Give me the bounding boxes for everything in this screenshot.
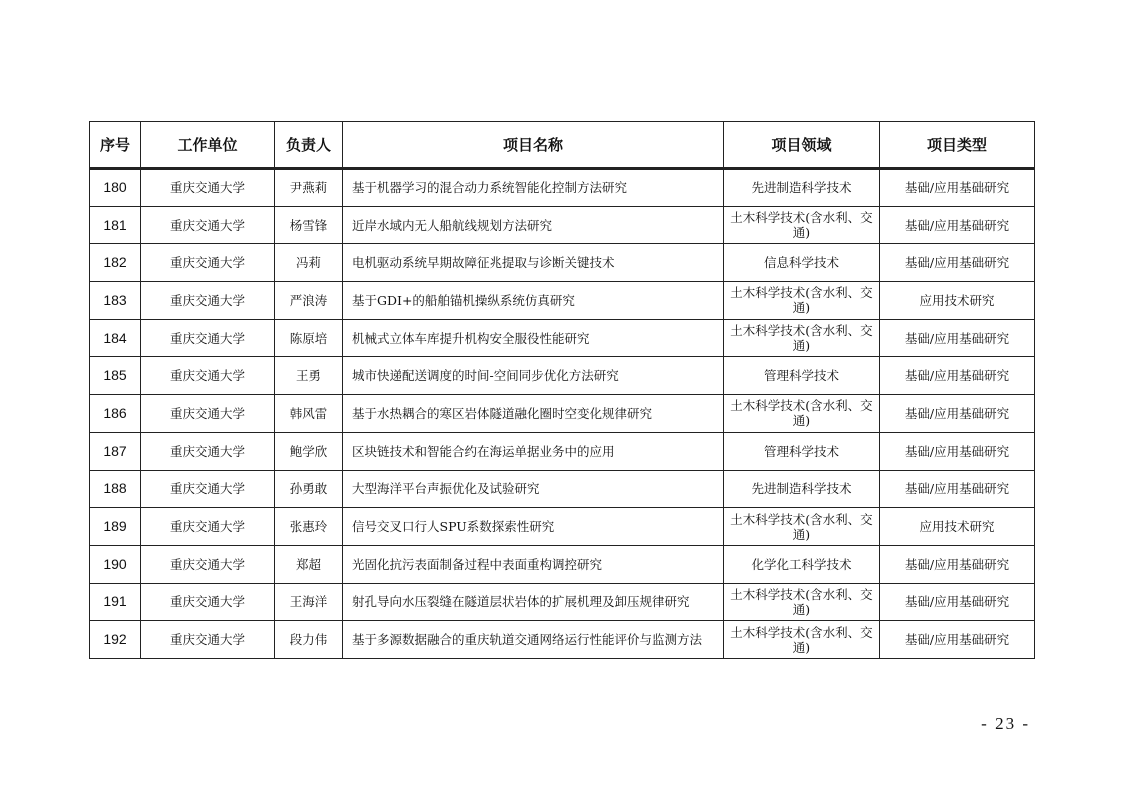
cell-unit: 重庆交通大学: [141, 319, 275, 357]
cell-type: 基础/应用基础研究: [880, 621, 1035, 659]
cell-project-name: 城市快递配送调度的时间-空间同步优化方法研究: [343, 357, 724, 395]
cell-type: 基础/应用基础研究: [880, 319, 1035, 357]
cell-unit: 重庆交通大学: [141, 357, 275, 395]
table-row: [90, 357, 1035, 395]
page-number: - 23 -: [981, 714, 1030, 733]
cell-type: 基础/应用基础研究: [880, 206, 1035, 244]
cell-serial: 183: [90, 282, 141, 320]
cell-field: 土木科学技术(含水利、交通): [724, 583, 880, 621]
cell-field: 管理科学技术: [724, 357, 880, 395]
cell-unit: 重庆交通大学: [141, 244, 275, 282]
table-row: [90, 545, 1035, 583]
cell-type: 基础/应用基础研究: [880, 357, 1035, 395]
cell-project-name: 信号交叉口行人SPU系数探索性研究: [343, 508, 724, 546]
cell-project-name: 基于机器学习的混合动力系统智能化控制方法研究: [343, 169, 724, 207]
cell-leader: 王海洋: [275, 583, 343, 621]
cell-project-name: 区块链技术和智能合约在海运单据业务中的应用: [343, 432, 724, 470]
table-row: [90, 319, 1035, 357]
table-row: [90, 395, 1035, 433]
cell-type: 基础/应用基础研究: [880, 432, 1035, 470]
cell-type: 基础/应用基础研究: [880, 395, 1035, 433]
cell-leader: 张惠玲: [275, 508, 343, 546]
cell-unit: 重庆交通大学: [141, 206, 275, 244]
table-row: [90, 282, 1035, 320]
cell-project-name: 射孔导向水压裂缝在隧道层状岩体的扩展机理及卸压规律研究: [343, 583, 724, 621]
cell-unit: 重庆交通大学: [141, 169, 275, 207]
cell-project-name: 光固化抗污表面制备过程中表面重构调控研究: [343, 545, 724, 583]
cell-unit: 重庆交通大学: [141, 432, 275, 470]
cell-project-name: 近岸水域内无人船航线规划方法研究: [343, 206, 724, 244]
cell-leader: 尹燕莉: [275, 169, 343, 207]
cell-field: 化学化工科学技术: [724, 545, 880, 583]
cell-field: 土木科学技术(含水利、交通): [724, 508, 880, 546]
cell-field: 土木科学技术(含水利、交通): [724, 282, 880, 320]
header-project-name: 项目名称: [343, 122, 724, 169]
cell-leader: 段力伟: [275, 621, 343, 659]
cell-type: 基础/应用基础研究: [880, 545, 1035, 583]
cell-serial: 192: [90, 621, 141, 659]
cell-project-name: 基于多源数据融合的重庆轨道交通网络运行性能评价与监测方法: [343, 621, 724, 659]
cell-unit: 重庆交通大学: [141, 583, 275, 621]
cell-unit: 重庆交通大学: [141, 545, 275, 583]
cell-leader: 杨雪锋: [275, 206, 343, 244]
header-type: 项目类型: [880, 122, 1035, 169]
cell-serial: 184: [90, 319, 141, 357]
cell-leader: 孙勇敢: [275, 470, 343, 508]
cell-serial: 187: [90, 432, 141, 470]
table-header-row: [90, 122, 1035, 169]
cell-leader: 严浪涛: [275, 282, 343, 320]
table-row: [90, 621, 1035, 659]
cell-serial: 186: [90, 395, 141, 433]
cell-type: 基础/应用基础研究: [880, 583, 1035, 621]
cell-leader: 韩风雷: [275, 395, 343, 433]
cell-leader: 陈原培: [275, 319, 343, 357]
table-row: [90, 432, 1035, 470]
cell-serial: 181: [90, 206, 141, 244]
cell-type: 应用技术研究: [880, 508, 1035, 546]
cell-leader: 鲍学欣: [275, 432, 343, 470]
cell-project-name: 大型海洋平台声振优化及试验研究: [343, 470, 724, 508]
table-row: [90, 470, 1035, 508]
cell-serial: 188: [90, 470, 141, 508]
cell-field: 先进制造科学技术: [724, 470, 880, 508]
cell-unit: 重庆交通大学: [141, 395, 275, 433]
cell-type: 基础/应用基础研究: [880, 169, 1035, 207]
cell-serial: 180: [90, 169, 141, 207]
cell-leader: 王勇: [275, 357, 343, 395]
cell-unit: 重庆交通大学: [141, 470, 275, 508]
cell-unit: 重庆交通大学: [141, 508, 275, 546]
cell-serial: 190: [90, 545, 141, 583]
cell-unit: 重庆交通大学: [141, 621, 275, 659]
table-body: [90, 169, 1035, 659]
cell-type: 应用技术研究: [880, 282, 1035, 320]
table-row: [90, 244, 1035, 282]
header-field: 项目领域: [724, 122, 880, 169]
table-row: [90, 206, 1035, 244]
cell-field: 土木科学技术(含水利、交通): [724, 206, 880, 244]
cell-type: 基础/应用基础研究: [880, 244, 1035, 282]
table-row: [90, 169, 1035, 207]
cell-unit: 重庆交通大学: [141, 282, 275, 320]
header-serial: 序号: [90, 122, 141, 169]
cell-project-name: 电机驱动系统早期故障征兆提取与诊断关键技术: [343, 244, 724, 282]
cell-field: 土木科学技术(含水利、交通): [724, 319, 880, 357]
cell-serial: 191: [90, 583, 141, 621]
cell-serial: 182: [90, 244, 141, 282]
cell-type: 基础/应用基础研究: [880, 470, 1035, 508]
cell-field: 先进制造科学技术: [724, 169, 880, 207]
project-table: [89, 121, 1035, 659]
table-row: [90, 583, 1035, 621]
cell-serial: 189: [90, 508, 141, 546]
cell-project-name: 机械式立体车库提升机构安全服役性能研究: [343, 319, 724, 357]
table-row: [90, 508, 1035, 546]
cell-field: 管理科学技术: [724, 432, 880, 470]
cell-field: 土木科学技术(含水利、交通): [724, 621, 880, 659]
cell-leader: 郑超: [275, 545, 343, 583]
header-unit: 工作单位: [141, 122, 275, 169]
cell-field: 土木科学技术(含水利、交通): [724, 395, 880, 433]
cell-project-name: 基于水热耦合的寒区岩体隧道融化圈时空变化规律研究: [343, 395, 724, 433]
header-leader: 负责人: [275, 122, 343, 169]
cell-project-name: 基于GDI+的船舶锚机操纵系统仿真研究: [343, 282, 724, 320]
cell-field: 信息科学技术: [724, 244, 880, 282]
cell-serial: 185: [90, 357, 141, 395]
cell-leader: 冯莉: [275, 244, 343, 282]
